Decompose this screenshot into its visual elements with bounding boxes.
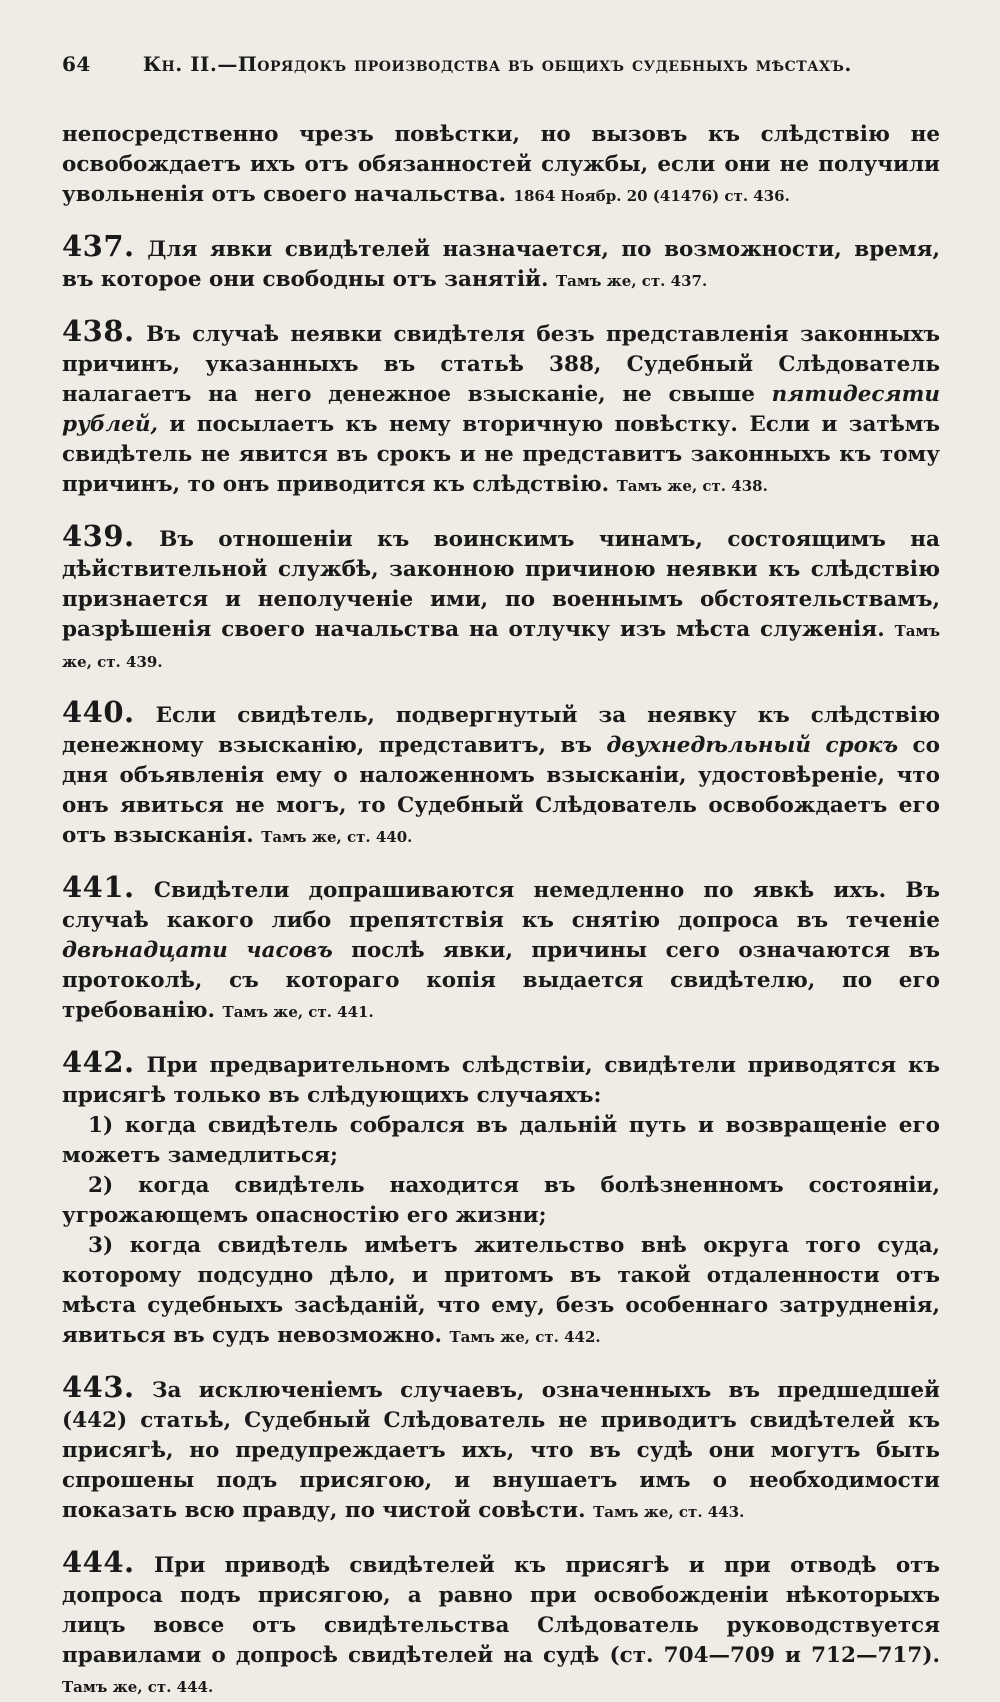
emphasized-text: двухнедѣльный срокъ	[606, 733, 899, 758]
article-437	[62, 231, 940, 296]
article-number: 439.	[62, 519, 135, 553]
article-number: 442.	[62, 1045, 135, 1079]
source-reference: Тамъ же, ст. 444.	[62, 1678, 214, 1696]
article-text: Въ отношеніи къ воинскимъ чинамъ, состоящимъ на дѣйствительной службѣ, законною причиною неявки къ слѣдствію признается и неполученіе ими, по военнымъ обстоятельствамъ, разрѣшенія своего начальства на отлучку изъ мѣста служенія.	[62, 527, 940, 642]
article-438	[62, 316, 940, 501]
article-number: 440.	[62, 695, 135, 729]
article-440	[62, 697, 940, 852]
continued-paragraph	[62, 120, 940, 211]
article-text: Если свидѣтель, подвергнутый за неявку къ слѣдствію денежному взысканію, представитъ, въ	[62, 703, 940, 758]
article-441	[62, 872, 940, 1027]
article-text: При предварительномъ слѣдствіи, свидѣтели приводятся къ присягѣ только въ слѣдующихъ случаяхъ:	[62, 1053, 940, 1108]
article-text-cont: со дня объявленія ему о наложенномъ взысканіи, удостовѣреніе, что онъ явиться не могъ, то Судебный Слѣдователь освобождаетъ его отъ взысканія.	[62, 733, 940, 848]
article-text-cont: и посылаетъ къ нему вторичную повѣстку. Если и затѣмъ свидѣтель не явится въ срокъ и не представитъ законныхъ къ тому причинъ, то онъ приводится къ слѣдствію.	[62, 412, 940, 497]
list-item: 1) когда свидѣтель собрался въ дальній путь и возвращеніе его можетъ замедлиться;	[62, 1113, 940, 1168]
running-head	[62, 52, 940, 76]
article-text: За исключеніемъ случаевъ, означенныхъ въ предшедшей (442) статьѣ, Судебный Слѣдователь не приводитъ свидѣтелей къ присягѣ, но предупреждаетъ ихъ, что въ судѣ они могутъ быть спрошены подъ присягою, и внушаетъ имъ о необходимости показать всю правду, по чистой совѣсти.	[62, 1378, 940, 1523]
article-number: 443.	[62, 1370, 135, 1404]
list-item	[62, 1231, 940, 1352]
source-reference: Тамъ же, ст. 442.	[449, 1328, 601, 1346]
list-item-text: 3) когда свидѣтель имѣетъ жительство внѣ округа того суда, которому подсудно дѣло, и притомъ въ такой отдаленности отъ мѣста судебныхъ засѣданій, что ему, безъ особеннаго затрудненія, явиться въ судъ невозможно.	[62, 1233, 940, 1348]
source-reference: Тамъ же, ст. 437.	[555, 272, 708, 290]
article-text: Свидѣтели допрашиваются немедленно по явкѣ ихъ. Въ случаѣ какого либо препятствія къ снятію допроса въ теченіе	[62, 878, 940, 933]
list-item: 2) когда свидѣтель находится въ болѣзненномъ состояніи, угрожающемъ опасностію его жизни;	[62, 1173, 940, 1228]
article-number: 444.	[62, 1545, 135, 1579]
paragraph-text: непосредственно чрезъ повѣстки, но вызовъ къ слѣдствію не освобождаетъ ихъ отъ обязанностей службы, если они не получили увольненія отъ своего начальства.	[62, 122, 940, 207]
source-reference: 1864 Ноябр. 20 (41476) ст. 436.	[513, 187, 790, 205]
source-reference: Тамъ же, ст. 439.	[62, 622, 940, 671]
article-text: При приводѣ свидѣтелей къ присягѣ и при отводѣ отъ допроса подъ присягою, а равно при освобожденіи нѣкоторыхъ лицъ вовсе отъ свидѣтельства Слѣдователь руководствуется правилами о допросѣ свидѣтелей на судѣ (ст. 704—709 и 712—717).	[62, 1553, 940, 1668]
source-reference: Тамъ же, ст. 441.	[222, 1003, 374, 1021]
page-number: 64	[62, 52, 91, 76]
source-reference: Тамъ же, ст. 443.	[593, 1503, 745, 1521]
article-text-cont: послѣ явки, причины сего означаются въ протоколѣ, съ котораго копія выдается свидѣтелю, по его требованію.	[62, 938, 940, 1023]
source-reference: Тамъ же, ст. 438.	[616, 477, 768, 495]
emphasized-text: двѣнадцати часовъ	[62, 938, 333, 963]
article-443	[62, 1372, 940, 1527]
article-text: Въ случаѣ неявки свидѣтеля безъ представленія законныхъ причинъ, указанныхъ въ статьѣ 388, Судебный Слѣдователь налагаетъ на него денежное взысканіе, не свыше	[62, 322, 940, 407]
article-439	[62, 521, 940, 677]
article-number: 437.	[62, 229, 135, 263]
article-442	[62, 1047, 940, 1111]
article-444	[62, 1547, 940, 1702]
source-reference: Тамъ же, ст. 440.	[261, 828, 413, 846]
article-number: 441.	[62, 870, 135, 904]
running-head-title: Кн. II.—Порядокъ производства въ общихъ судебныхъ мѣстахъ.	[142, 52, 852, 76]
emphasized-text: пятидесяти рублей,	[62, 382, 940, 437]
article-number: 438.	[62, 314, 135, 348]
article-text: Для явки свидѣтелей назначается, по возможности, время, въ которое они свободны отъ занятій.	[62, 237, 940, 292]
